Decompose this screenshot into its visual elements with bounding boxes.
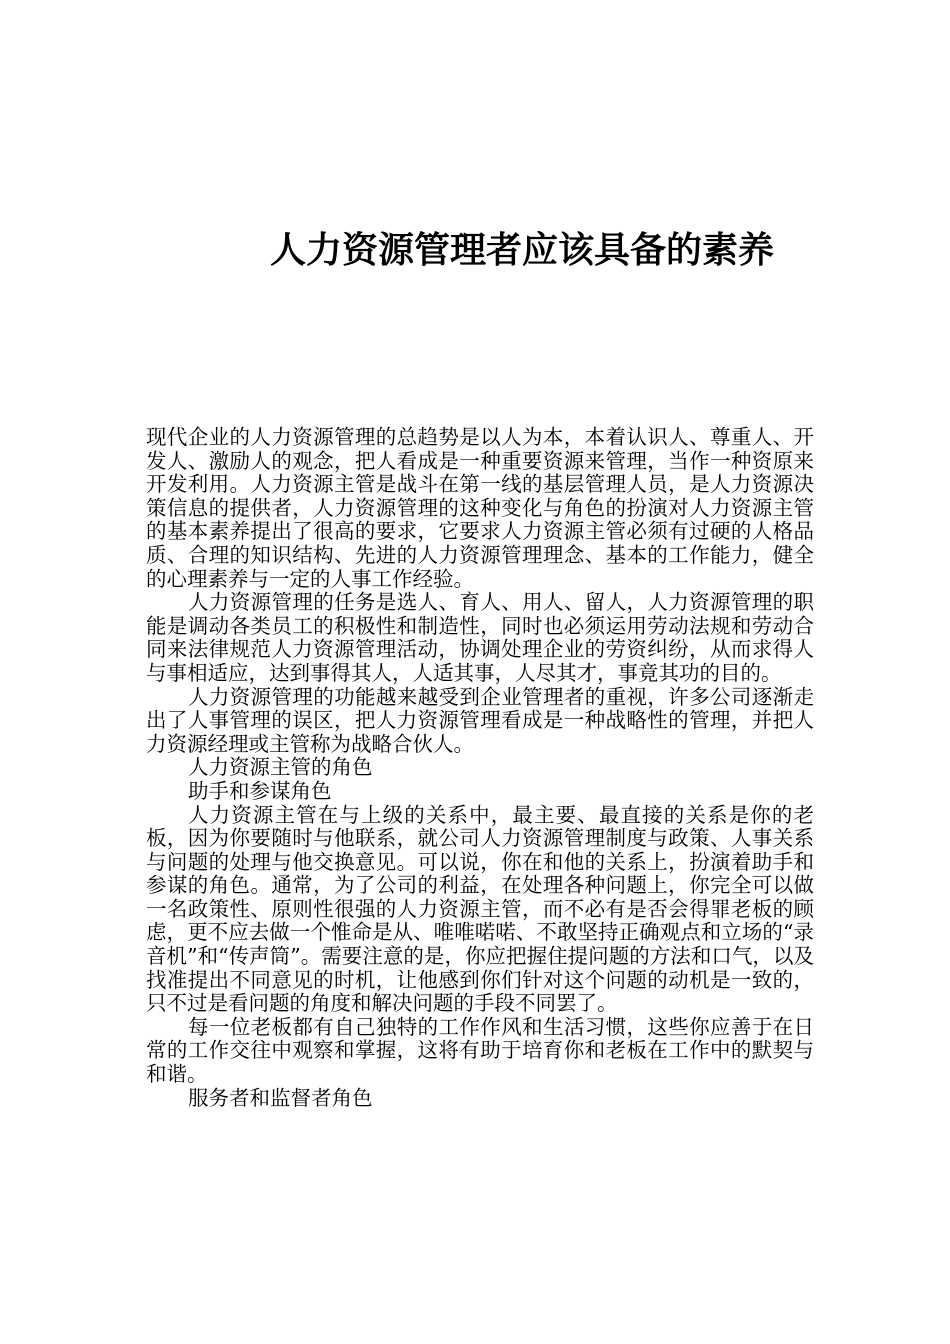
paragraph-boss-habits: 每一位老板都有自己独特的工作作风和生活习惯，这些你应善于在日常的工作交往中观察和掌握，这将有助于培育你和老板在工作中的默契与和谐。 [146,1014,814,1087]
document-body [146,426,814,1110]
paragraph-function: 人力资源管理的功能越来越受到企业管理者的重视，许多公司逐渐走出了人事管理的误区，把人力资源管理看成是一种战略性的管理，并把人力资源经理或主管称为战略合伙人。 [146,684,814,756]
subheading-service-role: 服务者和监督者角色 [188,1085,373,1110]
paragraph-assistant-role: 人力资源主管在与上级的关系中，最主要、最直接的关系是你的老板，因为你要随时与他联系，就公司人力资源管理制度与政策、人事关系与问题的处理与他交换意见。可以说，你在和他的关系上，扮演着助手和参谋的角色。通常，为了公司的利益，在处理各种问题上，你完全可以做一名政策性、原则性很强的人力资源主管，而不必有是否会得罪老板的顾虑，更不应去做一个惟命是从、唯唯喏喏、不敢坚持正确观点和立场的“录音机”和“传声筒”。需要注意的是，你应把握住提问题的方法和口气，以及找准提出不同意见的时机，让他感到你们针对这个问题的动机是一致的，只不过是看问题的角度和解决问题的手段不同罢了。 [146,802,814,1016]
section-heading-roles: 人力资源主管的角色 [188,755,373,780]
subheading-assistant-role: 助手和参谋角色 [188,778,332,803]
paragraph-intro: 现代企业的人力资源管理的总趋势是以人为本，本着认识人、尊重人、开发人、激励人的观念，把人看成是一种重要资源来管理，当作一种资原来开发利用。人力资源主管是战斗在第一线的基层管理人员，是人力资源决策信息的提供者，人力资源管理的这种变化与角色的扮演对人力资源主管的基本素养提出了很高的要求，它要求人力资源主管必须有过硬的人格品质、合理的知识结构、先进的人力资源管理理念、基本的工作能力，健全的心理素养与一定的人事工作经验。 [146,425,814,591]
paragraph-tasks: 人力资源管理的任务是选人、育人、用人、留人，人力资源管理的职能是调动各类员工的积极性和制造性，同时也必须运用劳动法规和劳动合同来法律规范人力资源管理活动，协调处理企业的劳资纠纷，从而求得人与事相适应，达到事得其人，人适其事，人尽其才，事竟其功的目的。 [146,590,814,685]
document-title: 人力资源管理者应该具备的素养 [270,229,775,271]
